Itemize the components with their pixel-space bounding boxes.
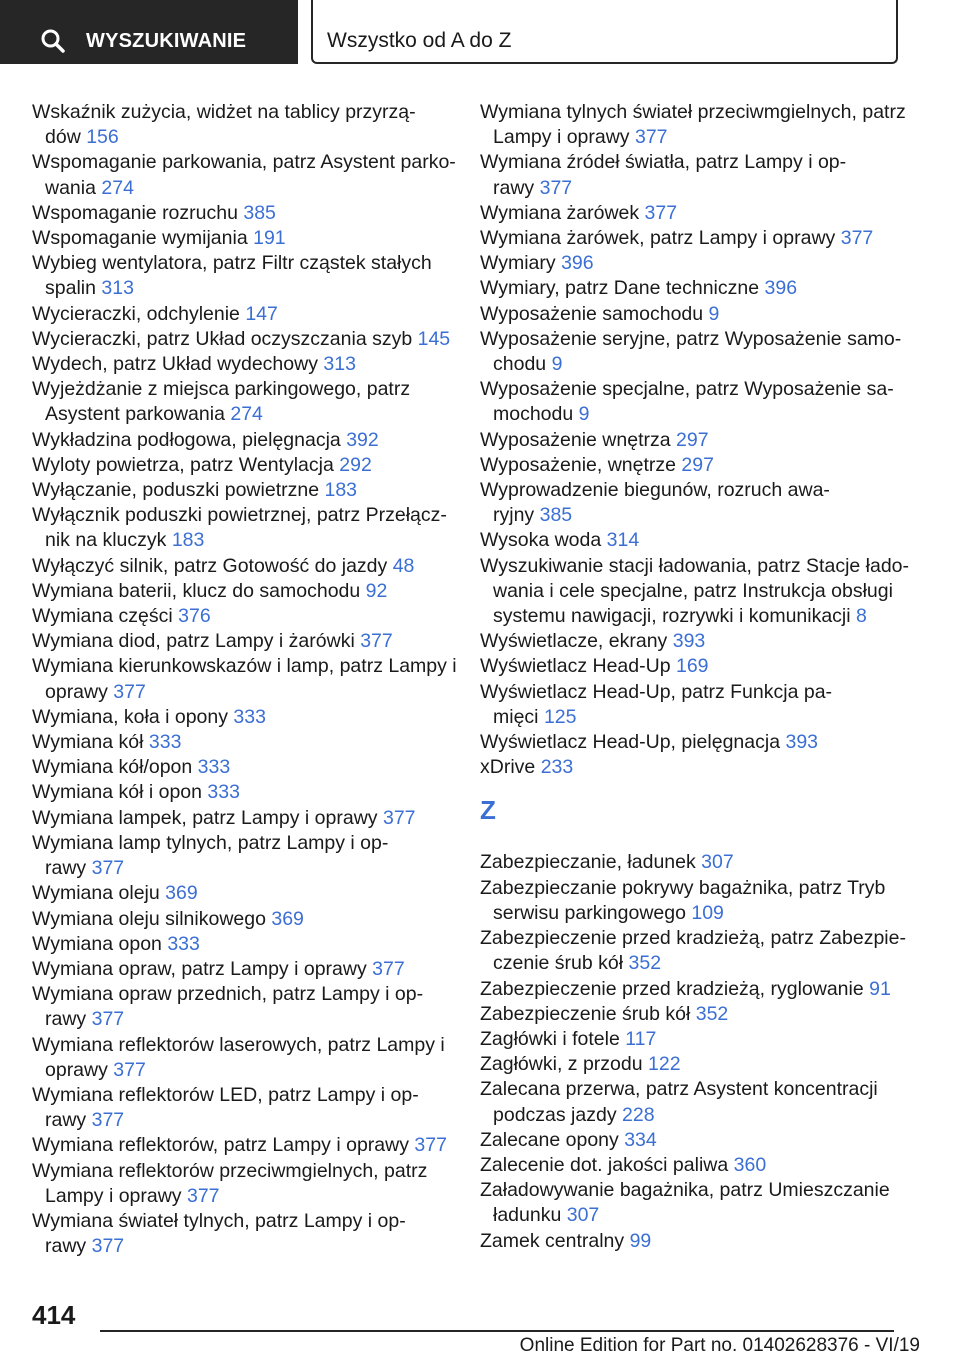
index-entry-text: Zagłówki, z przodu — [480, 1053, 643, 1076]
index-entry — [480, 977, 900, 1002]
index-entry-text: Wyposażenie seryjne, patrz Wyposażenie samo‐ chodu — [480, 327, 902, 376]
index-entry — [32, 251, 452, 301]
page-link[interactable]: 369 — [165, 882, 198, 905]
page-link[interactable]: 191 — [253, 227, 286, 250]
page-link[interactable]: 333 — [233, 705, 266, 728]
page-link[interactable]: 307 — [566, 1204, 600, 1227]
index-entry — [32, 302, 452, 327]
page-link[interactable]: 377 — [414, 1134, 447, 1157]
index-column-right — [480, 100, 910, 1254]
page-link[interactable]: 376 — [178, 605, 211, 628]
page-link[interactable]: 314 — [606, 529, 640, 552]
index-entry — [32, 150, 456, 200]
index-entry — [32, 352, 452, 377]
page-link[interactable]: 274 — [230, 403, 263, 426]
page-link[interactable]: 145 — [417, 327, 451, 350]
index-entry — [32, 881, 452, 906]
index-entry — [480, 1027, 900, 1052]
index-entry — [32, 982, 452, 1032]
index-entry-text: Wykładzina podłogowa, pielęgnacja — [32, 428, 341, 451]
index-entry-text: Wymiary, patrz Dane techniczne — [480, 277, 760, 300]
index-entry — [32, 226, 452, 251]
index-entry-text: Wymiana reflektorów przeciwmgielnych, patrz Lampy i oprawy — [32, 1159, 428, 1207]
page-link[interactable]: 333 — [197, 756, 231, 779]
index-entry-text: Zabezpieczanie, ładunek — [480, 851, 696, 874]
index-entry-text: Wymiana żarówek, patrz Lampy i oprawy — [480, 227, 836, 250]
index-entry-text: Wyłączanie, poduszki powietrzne — [32, 479, 320, 502]
index-entry — [480, 1002, 900, 1027]
page-link[interactable]: 8 — [856, 605, 867, 628]
page-link[interactable]: 297 — [676, 428, 709, 451]
page-number: 414 — [32, 1300, 76, 1330]
index-entry — [480, 478, 900, 528]
index-entry — [32, 377, 452, 427]
index-entry — [32, 503, 452, 553]
page-link[interactable]: 274 — [101, 176, 134, 199]
page-link[interactable]: 377 — [840, 227, 874, 250]
page-link[interactable]: 48 — [392, 554, 415, 577]
index-entry-text: Wspomaganie parkowania, patrz Asystent parko‐ wania — [32, 151, 456, 199]
page-link[interactable]: 377 — [372, 957, 405, 980]
page-link[interactable]: 333 — [207, 781, 240, 804]
index-entry — [480, 150, 900, 200]
index-entry-text: Wymiary — [480, 252, 556, 275]
page-link[interactable]: 307 — [701, 851, 734, 874]
index-entry — [480, 1077, 900, 1127]
index-entry — [480, 251, 900, 276]
index-entry-text: Wymiana kół — [32, 731, 144, 754]
index-entry — [480, 1153, 900, 1178]
index-entry — [32, 1209, 452, 1259]
index-entry — [32, 831, 452, 881]
index-entry — [32, 1159, 452, 1209]
index-entry — [32, 907, 452, 932]
page-link[interactable]: 352 — [695, 1002, 729, 1025]
index-entry-text: Wycieraczki, odchylenie — [32, 302, 240, 325]
top-navigation — [0, 0, 960, 64]
index-entry-text: Zabezpieczenie przed kradzieżą, patrz Zabezpie‐ czenie śrub kół — [480, 927, 906, 975]
index-entry — [32, 579, 452, 604]
index-entry — [480, 1178, 900, 1228]
index-entry-text: Wymiana reflektorów laserowych, patrz Lampy i oprawy — [32, 1033, 445, 1081]
page-link[interactable]: 334 — [624, 1128, 657, 1151]
page-link[interactable]: 117 — [625, 1027, 657, 1050]
index-entry-text: Wymiana tylnych świateł przeciwmgielnych, patrz Lampy i oprawy — [480, 101, 906, 149]
index-entry — [32, 554, 452, 579]
page-link[interactable]: 360 — [733, 1153, 767, 1176]
index-entry — [32, 957, 452, 982]
index-entry — [480, 926, 906, 976]
page-link[interactable]: 369 — [271, 907, 304, 930]
search-tab-label: WYSZUKIWANIE — [86, 30, 247, 52]
index-entry — [480, 654, 900, 679]
index-entry — [32, 755, 452, 780]
index-entry-text: Wymiana świateł tylnych, patrz Lampy i op‐ rawy — [32, 1209, 406, 1258]
index-entry — [480, 453, 900, 478]
index-entry-text: Wymiana kierunkowskazów i lamp, patrz Lampy i oprawy — [32, 655, 457, 703]
page-link[interactable]: 377 — [186, 1184, 220, 1207]
page-link[interactable]: 156 — [86, 126, 119, 149]
page-link[interactable]: 183 — [324, 479, 358, 502]
index-column-left — [32, 100, 457, 1259]
index-entry-text: Wymiana reflektorów, patrz Lampy i oprawy — [32, 1134, 409, 1157]
index-entry-text: Wymiana źródeł światła, patrz Lampy i op‐ rawy — [480, 151, 847, 199]
index-entry — [480, 226, 900, 251]
page-link[interactable]: 125 — [543, 705, 577, 728]
index-entry-text: Wyświetlacz Head-Up, patrz Funkcja pa‐ mięci — [480, 680, 833, 728]
index-entry-text: Wyjeżdżanie z miejsca parkingowego, patrz Asystent parkowania — [32, 378, 411, 426]
page-link[interactable]: 92 — [365, 579, 388, 602]
index-entry-text: Wymiana reflektorów LED, patrz Lampy i op‐ rawy — [32, 1083, 419, 1132]
index-entry-text: Wyświetlacz Head-Up — [480, 655, 671, 678]
page-link[interactable]: 377 — [91, 857, 125, 880]
index-entry — [32, 453, 452, 478]
index-entry-text: Wymiana opraw, patrz Lampy i oprawy — [32, 957, 367, 980]
index-entry-text: Wyposażenie, wnętrze — [480, 453, 676, 476]
page-link[interactable]: 377 — [539, 176, 573, 199]
page-link[interactable]: 377 — [113, 1058, 146, 1081]
page-link[interactable]: 233 — [540, 756, 574, 779]
index-entry-text: Wymiana diod, patrz Lampy i żarówki — [32, 630, 355, 653]
page-link[interactable]: 393 — [672, 630, 706, 653]
index-entry — [32, 428, 452, 453]
index-entry-text: Wspomaganie rozruchu — [32, 201, 238, 224]
page-link[interactable]: 169 — [675, 655, 709, 678]
index-entry — [32, 478, 452, 503]
page-link[interactable]: 393 — [785, 731, 819, 754]
index-entry-text: Zabezpieczenie przed kradzieżą, ryglowanie — [480, 977, 864, 1000]
index-entry-text: Wyświetlacz Head-Up, pielęgnacja — [480, 731, 781, 754]
page-link[interactable]: 377 — [644, 201, 678, 224]
page-link[interactable]: 9 — [708, 302, 720, 325]
page-link[interactable]: 377 — [360, 630, 393, 653]
index-entry — [480, 730, 900, 755]
index-entry — [480, 554, 910, 630]
index-entry — [32, 327, 452, 352]
index-entry — [480, 201, 900, 226]
page-link[interactable]: 297 — [681, 453, 714, 476]
index-entry — [32, 780, 452, 805]
index-entry — [480, 1128, 900, 1153]
index-entry-text: Wyloty powietrza, patrz Wentylacja — [32, 453, 334, 476]
index-entry-text: Wymiana kół i opon — [32, 781, 202, 804]
index-entry — [480, 428, 900, 453]
index-entry-text: Wspomaganie wymijania — [32, 227, 248, 250]
page-link[interactable]: 385 — [243, 201, 276, 224]
index-entry — [480, 680, 900, 730]
page-link[interactable]: 313 — [101, 277, 134, 300]
index-entry — [480, 302, 900, 327]
page-link[interactable]: 377 — [382, 806, 416, 829]
index-entry-text: xDrive — [480, 756, 536, 779]
index-entry — [32, 705, 452, 730]
index-entry-text: Zagłówki i fotele — [480, 1027, 620, 1050]
search-tab[interactable] — [0, 0, 298, 64]
index-entry-text: Wymiana oleju — [32, 882, 160, 905]
index-entry-text: Wymiana baterii, klucz do samochodu — [32, 579, 361, 602]
index-entry-text: Zalecana przerwa, patrz Asystent koncentracji podczas jazdy — [480, 1078, 878, 1126]
index-entry — [480, 1229, 900, 1254]
page-link[interactable]: 377 — [113, 680, 146, 703]
footer-divider — [100, 1330, 894, 1332]
page-link[interactable]: 352 — [628, 952, 662, 975]
page-link[interactable]: 228 — [622, 1103, 655, 1126]
index-entry-text: Wymiana lamp tylnych, patrz Lampy i op‐ rawy — [32, 831, 389, 880]
index-entry-text: Wymiana, koła i opony — [32, 705, 228, 728]
index-entry — [480, 528, 900, 553]
index-entry — [480, 377, 900, 427]
page-link[interactable]: 333 — [167, 932, 200, 955]
page-link[interactable]: 109 — [691, 901, 724, 924]
index-entry-text: Wymiana części — [32, 605, 173, 628]
page-link[interactable]: 183 — [171, 529, 205, 552]
section-letter: Z — [480, 795, 496, 826]
page-link[interactable]: 9 — [578, 403, 590, 426]
page-link[interactable]: 377 — [91, 1008, 125, 1031]
footer-edition-text: Online Edition for Part no. 01402628376 - VI/19 — [519, 1335, 920, 1356]
index-entry-text: Wyposażenie samochodu — [480, 302, 704, 325]
page-link[interactable]: 392 — [346, 428, 379, 451]
index-entry-text: Wycieraczki, patrz Układ oczyszczania szyb — [32, 327, 413, 350]
index-entry-text: Wybieg wentylatora, patrz Filtr cząstek stałych spalin — [32, 252, 432, 300]
index-entry — [32, 604, 452, 629]
index-entry-text: Wyświetlacze, ekrany — [480, 630, 668, 653]
breadcrumb-tab[interactable] — [311, 0, 898, 64]
index-entry — [32, 201, 452, 226]
index-entry-text: Zamek centralny — [480, 1229, 625, 1252]
breadcrumb-label: Wszystko od A do Z — [327, 29, 512, 52]
index-entry — [480, 327, 900, 377]
index-entry — [480, 629, 900, 654]
index-entry — [32, 1133, 452, 1158]
index-entry-text: Wyłączyć silnik, patrz Gotowość do jazdy — [32, 554, 388, 577]
index-entry-text: Wyprowadzenie biegunów, rozruch awa‐ ryjny — [480, 479, 830, 527]
page-link[interactable]: 99 — [629, 1229, 652, 1252]
page-link[interactable]: 122 — [648, 1053, 681, 1076]
index-entry-text: Zabezpieczanie pokrywy bagażnika, patrz Tryb serwisu parkingowego — [480, 876, 886, 924]
index-entry-text: Wyłącznik poduszki powietrznej, patrz Przełącz‐ nik na kluczyk — [32, 504, 447, 552]
index-entry-text: Wyposażenie wnętrza — [480, 428, 671, 451]
page-link[interactable]: 396 — [764, 277, 798, 300]
index-entry — [32, 730, 452, 755]
index-entry-text: Wymiana lampek, patrz Lampy i oprawy — [32, 806, 378, 829]
index-entry-text: Wyszukiwanie stacji ładowania, patrz Stacje łado‐ wania i cele specjalne, patrz Instrukcja obsługi systemu nawigacji, rozrywki i komunikacji — [480, 554, 910, 628]
index-entry-text: Zabezpieczenie śrub kół — [480, 1002, 691, 1025]
index-entry — [480, 276, 900, 301]
index-entry-text: Zalecenie dot. jakości paliwa — [480, 1153, 729, 1176]
page-link[interactable]: 313 — [323, 353, 356, 376]
index-entry — [480, 850, 900, 875]
page-link[interactable]: 396 — [561, 252, 594, 275]
page-link[interactable]: 9 — [551, 353, 563, 376]
index-entry — [32, 1083, 452, 1133]
index-entry-text: Zalecane opony — [480, 1128, 619, 1151]
index-entry-text: Wysoka woda — [480, 529, 602, 552]
index-entry-text: Wyposażenie specjalne, patrz Wyposażenie sa‐ mochodu — [480, 378, 894, 426]
index-entry-text: Wymiana opon — [32, 932, 162, 955]
search-icon — [40, 28, 66, 54]
page-link[interactable]: 333 — [148, 731, 182, 754]
index-entry-text: Wymiana oleju silnikowego — [32, 907, 266, 930]
page-link[interactable]: 91 — [869, 977, 891, 1000]
index-entry — [32, 932, 452, 957]
page-link[interactable]: 377 — [634, 126, 668, 149]
index-entry-text: Wydech, patrz Układ wydechowy — [32, 353, 318, 376]
index-entry — [32, 806, 452, 831]
index-entry — [32, 654, 457, 704]
index-entry-text: Wymiana opraw przednich, patrz Lampy i op‐ rawy — [32, 983, 424, 1031]
index-entry — [480, 755, 900, 780]
page-link[interactable]: 385 — [539, 504, 573, 527]
page-link[interactable]: 377 — [91, 1235, 125, 1258]
index-group-w — [480, 100, 910, 780]
index-entry-text: Wymiana kół/opon — [32, 756, 193, 779]
index-entry-text: Wskaźnik zużycia, widżet na tablicy przyrzą‐ dów — [32, 101, 416, 149]
index-entry — [32, 1033, 452, 1083]
index-entry — [480, 876, 900, 926]
page-link[interactable]: 377 — [91, 1109, 125, 1132]
index-group-z — [480, 850, 906, 1253]
index-entry — [32, 629, 452, 654]
page-link[interactable]: 147 — [245, 302, 278, 325]
index-entry — [480, 1052, 900, 1077]
page-link[interactable]: 292 — [339, 453, 372, 476]
index-entry-text: Wymiana żarówek — [480, 201, 640, 224]
index-entry-text: Załadowywanie bagażnika, patrz Umieszczanie ładunku — [480, 1179, 890, 1227]
index-entry — [32, 100, 452, 150]
index-entry — [480, 100, 906, 150]
